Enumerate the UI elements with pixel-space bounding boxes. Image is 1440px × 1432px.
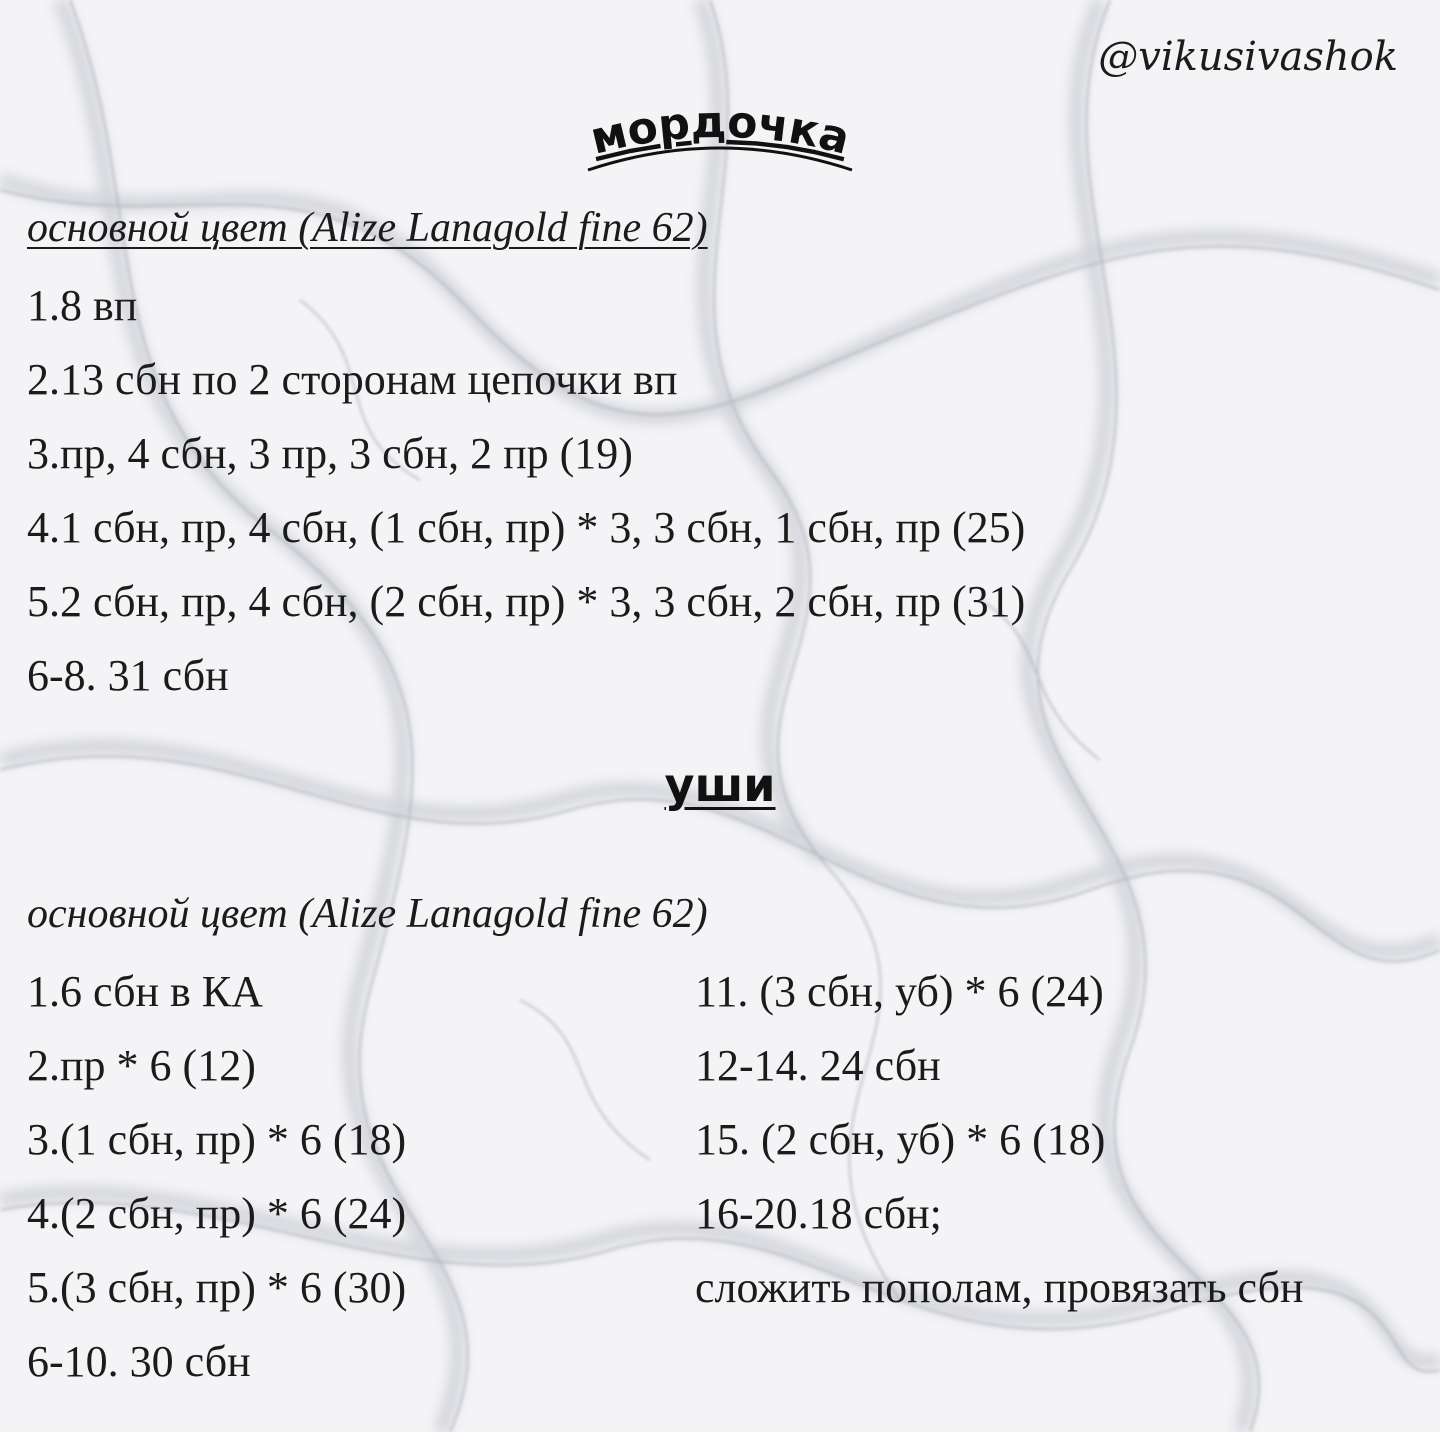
ears-row-right: 12-14. 24 сбн [695,1041,941,1090]
snout-yarn-label: основной цвет (Alize Lanagold fine 62) [27,205,708,251]
ears-yarn-label: основной цвет (Alize Lanagold fine 62) [27,891,708,937]
ears-row-left: 2.пр * 6 (12) [27,1041,256,1090]
snout-row: 6-8. 31 сбн [27,651,229,700]
ears-row-left: 6-10. 30 сбн [27,1337,251,1386]
ears-row-left: 3.(1 сбн, пр) * 6 (18) [27,1115,407,1164]
ears-row-right: 16-20.18 сбн; [695,1189,942,1238]
section-title-snout [540,100,900,190]
author-handle: @vikusivashok [1098,34,1398,80]
ears-row-left: 1.6 сбн в КА [27,967,263,1016]
ears-row-right: сложить пополам, провязать сбн [695,1263,1304,1312]
ears-row-right: 11. (3 сбн, уб) * 6 (24) [695,967,1104,1016]
ears-row-right: 15. (2 сбн, уб) * 6 (18) [695,1115,1106,1164]
svg-text:мордочка [586,100,855,165]
snout-row: 2.13 сбн по 2 сторонам цепочки вп [27,355,678,404]
snout-title-text: мордочка [585,100,855,165]
snout-row: 3.пр, 4 сбн, 3 пр, 3 сбн, 2 пр (19) [27,429,633,478]
snout-row: 5.2 сбн, пр, 4 сбн, (2 сбн, пр) * 3, 3 сбн, 2 сбн, пр (31) [27,577,1026,626]
snout-row: 1.8 вп [27,281,138,330]
section-title-ears: уши [664,758,776,812]
ears-row-left: 4.(2 сбн, пр) * 6 (24) [27,1189,407,1238]
snout-row: 4.1 сбн, пр, 4 сбн, (1 сбн, пр) * 3, 3 сбн, 1 сбн, пр (25) [27,503,1026,552]
ears-row-left: 5.(3 сбн, пр) * 6 (30) [27,1263,407,1312]
